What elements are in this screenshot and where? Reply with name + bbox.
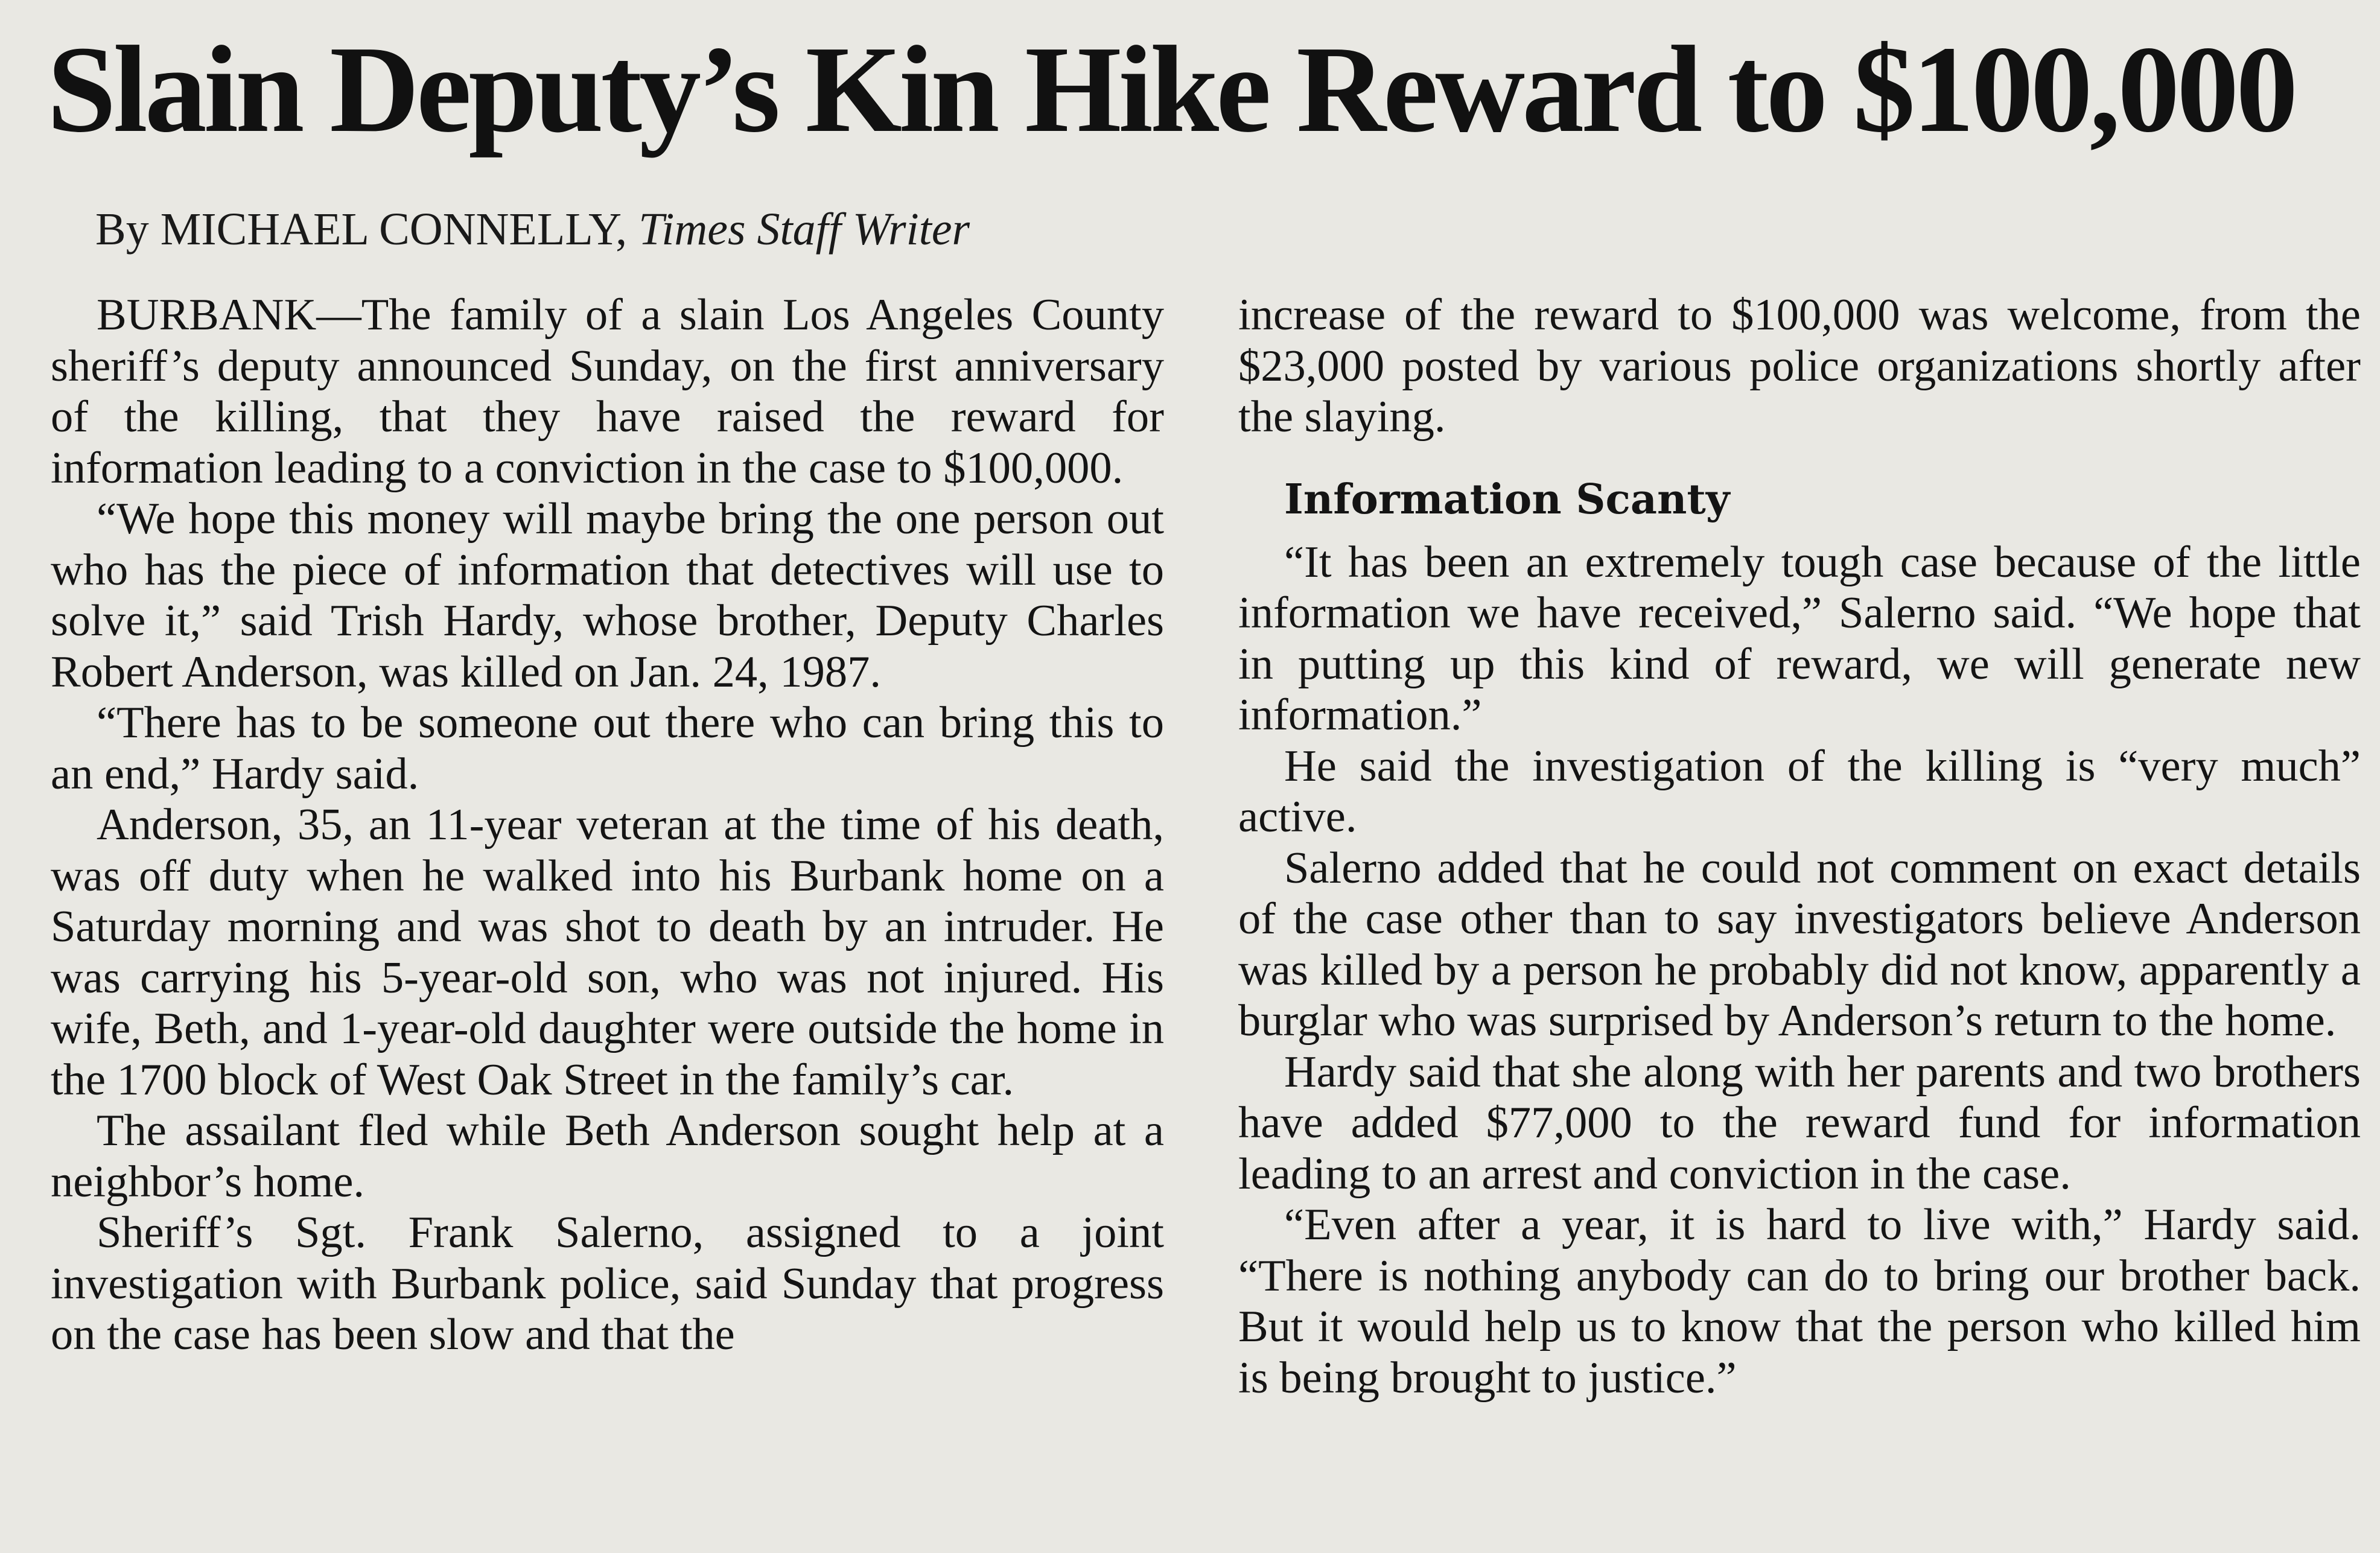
article-paragraph: The assailant fled while Beth Anderson sought help at a neighbor’s home. — [51, 1106, 1164, 1207]
article-paragraph-continued: increase of the reward to $100,000 was welcome, from the $23,000 posted by various police organizations shortly after the slaying. — [1238, 290, 2361, 442]
article-paragraph: BURBANK—The family of a slain Los Angeles County sheriff’s deputy announced Sunday, on the first anniversary of the killing, that they have raised the reward for information leading to a conviction in the case to $100,000. — [51, 290, 1164, 493]
section-subhead: Information Scanty — [1284, 475, 1730, 524]
headline: Slain Deputy’s Kin Hike Reward to $100,000 — [47, 20, 2296, 158]
article-paragraph: He said the investigation of the killing is “very much” active. — [1238, 741, 2361, 842]
byline — [95, 199, 970, 259]
article-paragraph: Hardy said that she along with her parents and two brothers have added $77,000 to the reward fund for information leading to an arrest and conviction in the case. — [1238, 1047, 2361, 1199]
article-paragraph: “Even after a year, it is hard to live with,” Hardy said. “There is nothing anybody can do to bring our brother back. But it would help us to know that the person who killed him is being brought to justice.” — [1238, 1200, 2361, 1403]
byline-author: By MICHAEL CONNELLY, — [95, 204, 628, 255]
article-column-right — [1238, 290, 2361, 1403]
article-paragraph: Anderson, 35, an 11-year veteran at the time of his death, was off duty when he walked into his Burbank home on a Saturday morning and was shot to death by an intruder. He was carrying his 5-year-old son, who was not injured. His wife, Beth, and 1-year-old daughter were outside the home in the 1700 block of West Oak Street in the family’s car. — [51, 800, 1164, 1105]
article-paragraph: Sheriff’s Sgt. Frank Salerno, assigned to a joint investigation with Burbank police, said Sunday that progress on the case has been slow and that the — [51, 1208, 1164, 1359]
article-paragraph: “It has been an extremely tough case because of the little information we have received,” Salerno said. “We hope that in putting up this kind of reward, we will generate new information.” — [1238, 537, 2361, 740]
byline-role: Times Staff Writer — [638, 204, 970, 255]
article-paragraph: “There has to be someone out there who can bring this to an end,” Hardy said. — [51, 698, 1164, 799]
article-paragraph: “We hope this money will maybe bring the one person out who has the piece of information that detectives will use to solve it,” said Trish Hardy, whose brother, Deputy Charles Robert Anderson, was killed on Jan. 24, 1987. — [51, 494, 1164, 697]
article-paragraph: Salerno added that he could not comment on exact details of the case other than to say investigators believe Anderson was killed by a person he probably did not know, apparently a burglar who was surprised by Anderson’s return to the home. — [1238, 843, 2361, 1046]
article-column-left — [51, 290, 1164, 1361]
